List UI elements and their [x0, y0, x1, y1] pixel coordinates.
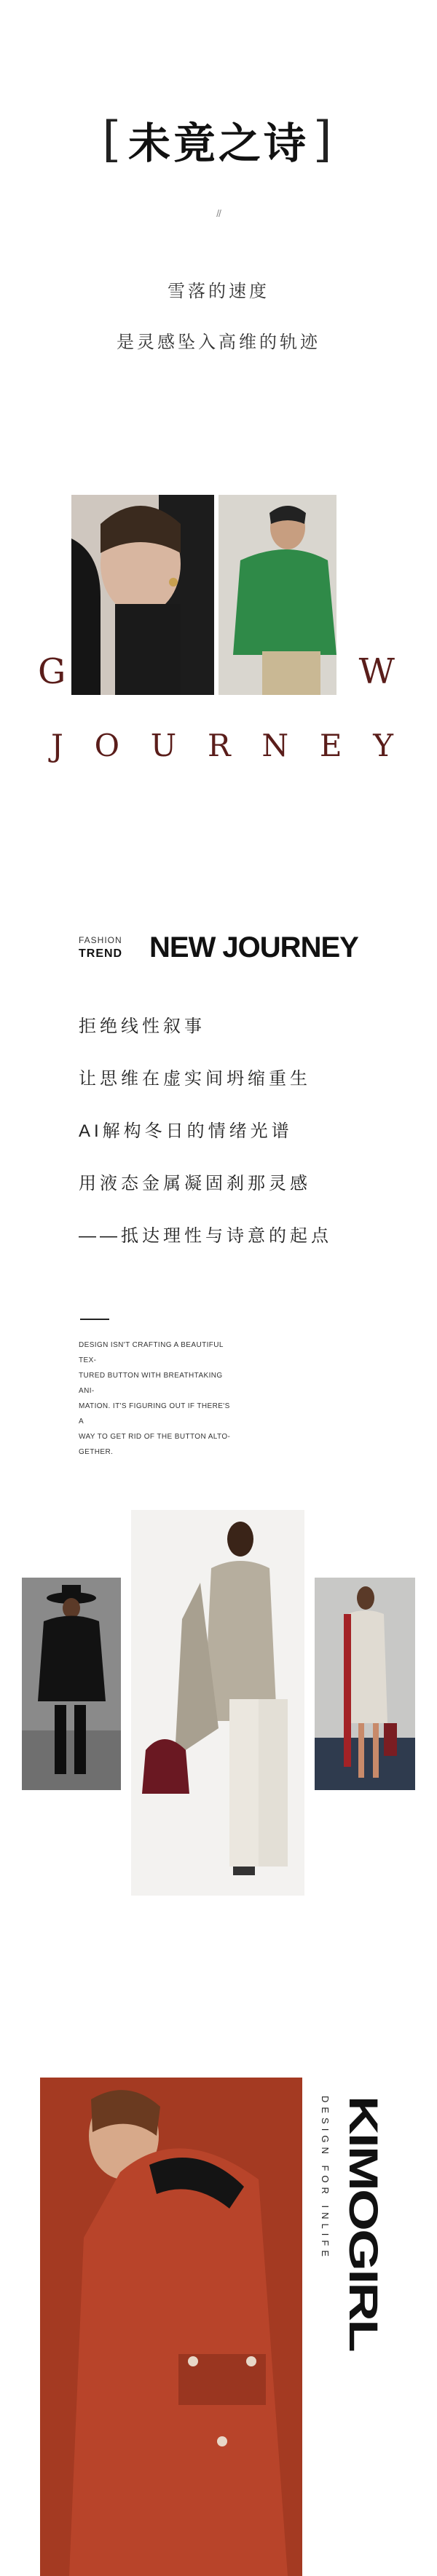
overlay-word-journey: [51, 728, 393, 763]
overlay-letter: W: [358, 651, 395, 692]
subtitle-line-1: 雪落的速度: [168, 282, 269, 301]
journey-letter: N: [261, 728, 289, 763]
design-quote: [79, 1337, 232, 1460]
quote-line: MATION. IT'S FIGURING OUT IF THERE'S A: [79, 1402, 230, 1426]
title-right-bracket: ]: [313, 111, 335, 167]
title-text: 未竟之诗: [127, 119, 309, 168]
quote-line: WAY TO GET RID OF THE BUTTON ALTO-: [79, 1433, 231, 1441]
overlay-letter: G: [38, 651, 66, 692]
brand-logo-vertical: [304, 2096, 392, 2358]
subtitle-line-2: 是灵感坠入高维的轨迹: [117, 333, 320, 352]
journey-letter: E: [319, 728, 342, 763]
poem-line: AI解构冬日的情绪光谱: [79, 1121, 293, 1141]
journey-letter: O: [94, 728, 120, 763]
divider-rule: [80, 1319, 109, 1320]
overlay-word-top: [38, 651, 395, 692]
poem-line: 用液态金属凝固刹那灵感: [79, 1174, 311, 1193]
poem-line: ——抵达理性与诗意的起点: [79, 1226, 332, 1246]
quote-line: TURED BUTTON WITH BREATHTAKING ANI-: [79, 1372, 223, 1395]
title-left-bracket: [: [102, 111, 124, 167]
journey-letter: U: [150, 728, 177, 763]
photo-red-coat: [40, 2078, 302, 2576]
brand-tagline: DESIGN FOR INLIFE: [320, 2096, 331, 2261]
divider-slashes: //: [216, 207, 221, 219]
photo-red-scarf-coat: [315, 1578, 415, 1790]
label-trend: TREND: [79, 947, 123, 960]
journey-letter: J: [51, 728, 63, 763]
photo-grey-coat: [131, 1510, 304, 1896]
quote-line: GETHER.: [79, 1448, 114, 1456]
label-fashion: FASHION: [79, 935, 122, 945]
journey-letter: Y: [373, 728, 393, 763]
journey-letter: R: [207, 728, 231, 763]
poem-line: 让思维在虚实间坍缩重生: [79, 1069, 311, 1089]
quote-line: DESIGN ISN'T CRAFTING A BEAUTIFUL TEX-: [79, 1341, 224, 1364]
brand-name: KIMOGIRL: [341, 2096, 387, 2288]
photo-black-cape: [22, 1578, 121, 1790]
section-heading: NEW JOURNEY: [149, 931, 358, 963]
poem-line: 拒绝线性叙事: [79, 1017, 205, 1036]
title-block: [0, 109, 437, 170]
page-title: [102, 109, 335, 170]
